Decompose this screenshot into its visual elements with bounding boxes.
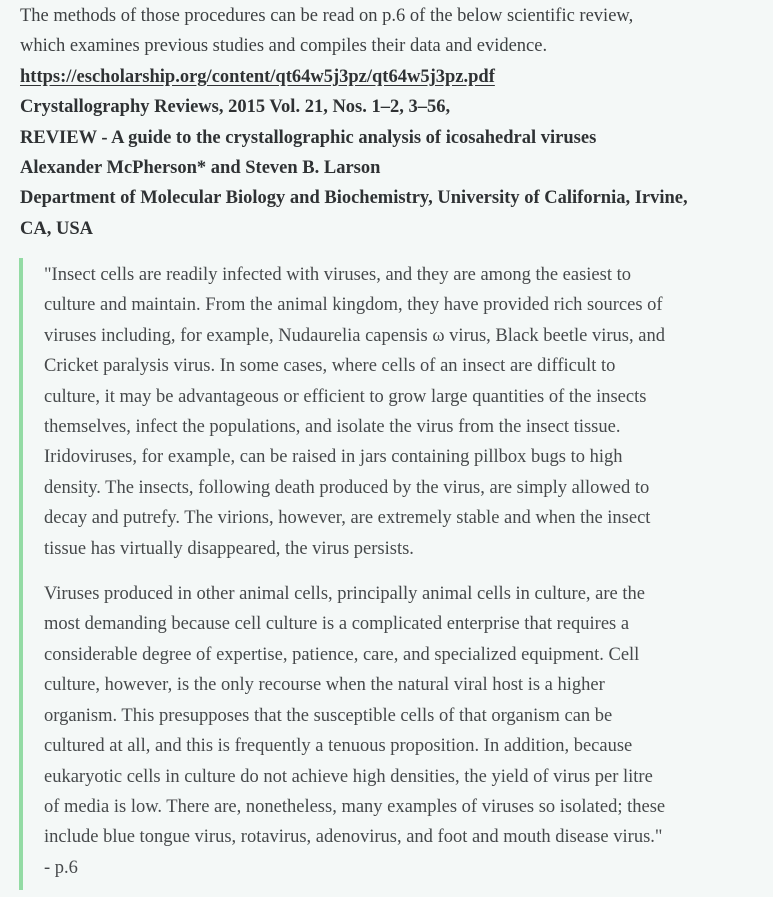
quote-line: culture, it may be advantageous or efficient to grow large quantities of the insects [44, 386, 647, 407]
quote-line: Iridoviruses, for example, can be raised in jars containing pillbox bugs to high [44, 447, 623, 468]
department-line-1: Department of Molecular Biology and Biochemistry, University of California, Irvine, [20, 188, 688, 209]
department-line-2: CA, USA [20, 218, 93, 239]
quote-line: Viruses produced in other animal cells, principally animal cells in culture, are the [44, 584, 645, 605]
quote-attribution: - p.6 [44, 857, 78, 878]
review-title: REVIEW - A guide to the crystallographic analysis of icosahedral viruses [20, 127, 597, 148]
quote-line: density. The insects, following death produced by the virus, are simply allowed to [44, 477, 650, 498]
quote-line: "Insect cells are readily infected with viruses, and they are among the easiest to [44, 265, 631, 285]
intro-line-2: which examines previous studies and compiles their data and evidence. [20, 36, 548, 57]
quote-line: culture, however, is the only recourse when the natural viral host is a higher [44, 675, 605, 696]
quote-line: cultured at all, and this is frequently a tenuous proposition. In addition, because [44, 736, 633, 757]
quote-line: of media is low. There are, nonetheless, many examples of viruses so isolated; these [44, 796, 666, 817]
quote-line: tissue has virtually disappeared, the virus persists. [44, 538, 414, 559]
quote-line: Cricket paralysis virus. In some cases, where cells of an insect are difficult to [44, 356, 616, 377]
journal-citation: Crystallography Reviews, 2015 Vol. 21, Nos. 1–2, 3–56, [20, 97, 451, 118]
review-quote [19, 258, 754, 890]
quote-line: organism. This presupposes that the susceptible cells of that organism can be [44, 705, 613, 726]
quote-line: eukaryotic cells in culture do not achieve high densities, the yield of virus per litre [44, 766, 653, 787]
intro-line-1: The methods of those procedures can be read on p.6 of the below scientific review, [20, 6, 634, 26]
quote-line: culture and maintain. From the animal kingdom, they have provided rich sources of [44, 295, 663, 316]
quote-line: viruses including, for example, Nudaurelia capensis ω virus, Black beetle virus, and [44, 325, 665, 346]
intro-block [20, 0, 753, 244]
quote-line: most demanding because cell culture is a complicated enterprise that requires a [44, 614, 630, 635]
quote-line: considerable degree of expertise, patience, care, and specialized equipment. Cell [44, 644, 640, 665]
source-link[interactable]: https://escholarship.org/content/qt64w5j3pz/qt64w5j3pz.pdf [20, 66, 495, 87]
quote-line: themselves, infect the populations, and isolate the virus from the insect tissue. [44, 417, 621, 438]
quote-paragraph-1 [44, 258, 754, 564]
authors: Alexander McPherson* and Steven B. Larson [20, 158, 381, 179]
quote-line: decay and putrefy. The virions, however, are extremely stable and when the insect [44, 508, 651, 529]
quote-line: include blue tongue virus, rotavirus, adenovirus, and foot and mouth disease virus." [44, 827, 663, 848]
source-link-line [20, 62, 753, 92]
quote-paragraph-2 [44, 579, 754, 883]
